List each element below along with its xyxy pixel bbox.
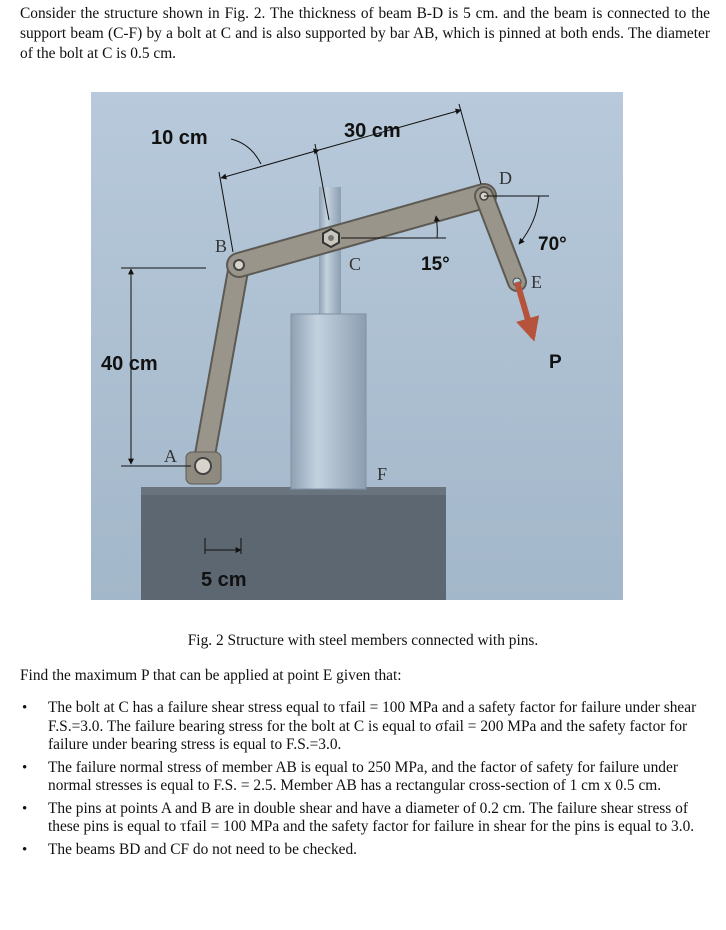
point-label-e: E bbox=[531, 272, 542, 292]
list-item bbox=[20, 841, 710, 860]
bullet-icon: • bbox=[22, 759, 28, 776]
pin-b bbox=[234, 260, 244, 270]
problem-statement: Consider the structure shown in Fig. 2. The thickness of beam B-D is 5 cm. and the beam is connected to the support beam (C-F) by a bolt at C and is also supported by bar AB, which is pinned at both ends. The diameter of the bolt at C is 0.5 cm. bbox=[20, 5, 710, 62]
conditions-list bbox=[20, 699, 710, 863]
point-label-d: D bbox=[499, 168, 512, 188]
condition-beams: The beams BD and CF do not need to be checked. bbox=[48, 840, 358, 858]
list-item bbox=[20, 800, 710, 837]
dim-label-30cm: 30 cm bbox=[344, 120, 401, 142]
dim-label-40cm: 40 cm bbox=[101, 353, 158, 375]
point-label-f: F bbox=[377, 464, 388, 484]
bullet-icon: • bbox=[22, 841, 28, 858]
point-label-a: A bbox=[164, 446, 177, 466]
dim-label-10cm: 10 cm bbox=[151, 127, 208, 149]
structure-figure bbox=[91, 92, 623, 600]
list-item bbox=[20, 699, 710, 755]
bolt-c-center bbox=[328, 235, 334, 241]
condition-bolt-c: The bolt at C has a failure shear stress equal to τfail = 100 MPa and a safety factor for failure under shear F.S.=3.0. The failure bearing stress for the bolt at C is equal to σfail = 200 MPa and the safety factor for failure under bearing stress is equal to F.S.=3.0. bbox=[48, 699, 697, 753]
point-label-c: C bbox=[349, 254, 362, 274]
condition-pins-ab: The pins at points A and B are in double shear and have a diameter of 0.2 cm. The failure shear stress of these pins is equal to τfail = 100 MPa and the safety factor for failure in shear for the pins is equal to 3.0. bbox=[48, 799, 695, 835]
list-item bbox=[20, 759, 710, 796]
condition-member-ab: The failure normal stress of member AB is equal to 250 MPa, and the factor of safety for failure under normal stresses is equal to F.S. = 2.5. Member AB has a rectangular cross-section of 1 cm x 0.5 cm. bbox=[48, 758, 678, 794]
load-label-p: P bbox=[549, 352, 562, 373]
support-column bbox=[291, 314, 366, 489]
angle-label-70: 70° bbox=[538, 234, 567, 255]
task-statement: Find the maximum P that can be applied at point E given that: bbox=[20, 667, 402, 684]
point-label-b: B bbox=[215, 236, 228, 256]
bullet-icon: • bbox=[22, 800, 28, 817]
pin-a bbox=[195, 458, 211, 474]
angle-label-15: 15° bbox=[421, 254, 450, 275]
dim-label-5cm: 5 cm bbox=[201, 569, 247, 591]
ground bbox=[141, 495, 446, 600]
figure-caption: Fig. 2 Structure with steel members connected with pins. bbox=[187, 632, 539, 649]
bullet-icon: • bbox=[22, 700, 28, 716]
